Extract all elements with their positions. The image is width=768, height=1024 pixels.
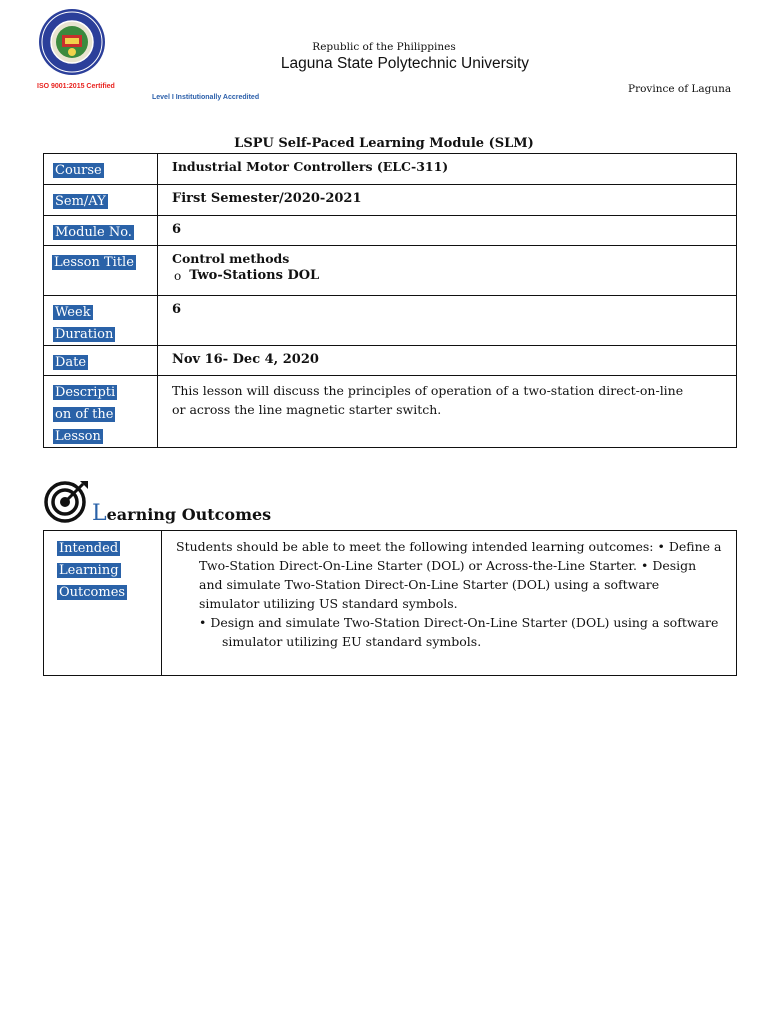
outcomes-line-2: Two-Station Direct-On-Line Starter (DOL) or Across-the-Line Starter. • Design xyxy=(199,558,697,573)
sem-label: Sem/AY xyxy=(55,194,106,209)
republic-line: Republic of the Philippines xyxy=(312,41,456,53)
week-value: 6 xyxy=(172,302,182,317)
lesson-sub-value: Two-Stations DOL xyxy=(189,268,320,283)
table-row xyxy=(44,531,737,676)
outcomes-value-cell xyxy=(162,531,737,676)
module-label: Module No. xyxy=(55,225,132,240)
module-info-table xyxy=(43,153,737,448)
sem-value-cell xyxy=(158,185,737,216)
accreditation-level: Level I Institutionally Accredited xyxy=(152,94,260,101)
week-label-line-2: Duration xyxy=(55,327,114,342)
course-value: Industrial Motor Controllers (ELC-311) xyxy=(172,159,449,174)
document-title: LSPU Self-Paced Learning Module (SLM) xyxy=(234,136,534,151)
lesson-label-cell xyxy=(44,246,158,296)
description-label-line-1: Descripti xyxy=(55,385,116,400)
lesson-label: Lesson Title xyxy=(54,255,134,270)
learning-outcomes-table xyxy=(43,530,737,676)
learning-outcomes-heading xyxy=(92,501,271,526)
outcomes-label-line-1: Intended xyxy=(59,541,119,556)
week-label-line-1: Week xyxy=(55,305,91,320)
description-label-line-2: on of the xyxy=(55,407,114,422)
outcomes-label-cell xyxy=(44,531,162,676)
table-row xyxy=(44,246,737,296)
date-value-cell xyxy=(158,346,737,376)
table-row xyxy=(44,185,737,216)
lesson-value: Control methods xyxy=(172,251,290,266)
table-row xyxy=(44,296,737,346)
week-value-cell xyxy=(158,296,737,346)
province-line: Province of Laguna xyxy=(628,83,732,95)
outcomes-line-1: Students should be able to meet the following intended learning outcomes: • Define a xyxy=(176,539,722,554)
course-label-cell xyxy=(44,154,158,185)
sem-value: First Semester/2020-2021 xyxy=(172,191,362,206)
module-value-cell xyxy=(158,216,737,246)
table-row xyxy=(44,376,737,448)
heading-rest: earning Outcomes xyxy=(106,505,272,524)
target-icon xyxy=(44,479,90,523)
description-label-cell xyxy=(44,376,158,448)
circle-bullet-icon: o xyxy=(174,268,182,283)
course-label: Course xyxy=(55,163,102,178)
module-label-cell xyxy=(44,216,158,246)
description-value-cell xyxy=(158,376,737,448)
lesson-value-cell xyxy=(158,246,737,296)
description-label-line-3: Lesson xyxy=(55,429,101,444)
outcomes-line-3: and simulate Two-Station Direct-On-Line Starter (DOL) using a software xyxy=(199,577,660,592)
table-row xyxy=(44,216,737,246)
description-line-2: or across the line magnetic starter switch. xyxy=(172,402,442,417)
lesson-sub-item xyxy=(172,268,722,283)
date-label: Date xyxy=(55,355,87,370)
sem-label-cell xyxy=(44,185,158,216)
iso-certification: ISO 9001:2015 Certified xyxy=(37,83,115,90)
outcomes-line-4: simulator utilizing US standard symbols. xyxy=(199,596,458,611)
course-value-cell xyxy=(158,154,737,185)
module-value: 6 xyxy=(172,222,182,237)
outcomes-label-line-2: Learning xyxy=(59,563,119,578)
description-line-1: This lesson will discuss the principles of operation of a two-station direct-on-line xyxy=(172,383,684,398)
outcomes-label-line-3: Outcomes xyxy=(59,585,126,600)
date-label-cell xyxy=(44,346,158,376)
university-name: Laguna State Polytechnic University xyxy=(280,55,530,72)
date-value: Nov 16- Dec 4, 2020 xyxy=(172,352,319,367)
table-row xyxy=(44,154,737,185)
outcomes-line-5: • Design and simulate Two-Station Direct-On-Line Starter (DOL) using a software xyxy=(199,615,719,630)
table-row xyxy=(44,346,737,376)
outcomes-line-6: simulator utilizing EU standard symbols. xyxy=(222,634,482,649)
week-label-cell xyxy=(44,296,158,346)
heading-drop-cap: L xyxy=(92,501,107,526)
